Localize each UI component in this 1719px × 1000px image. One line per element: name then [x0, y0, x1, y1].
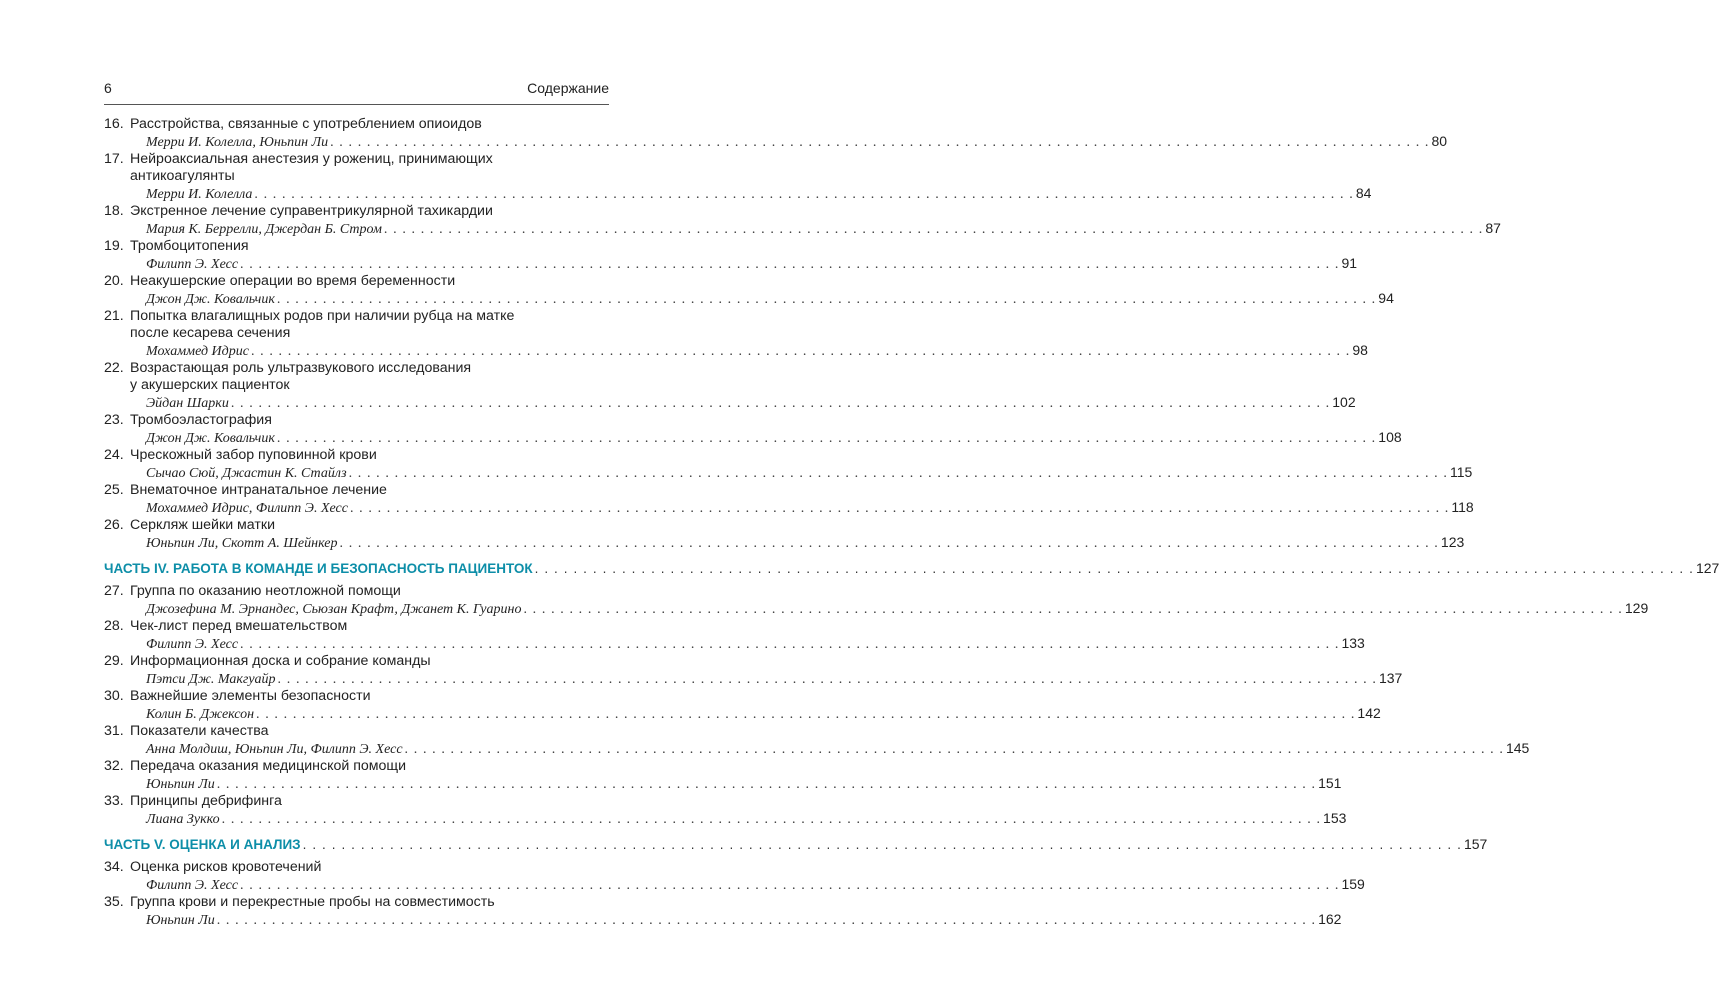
entry-author-row [104, 342, 1368, 360]
entry-title-row [104, 688, 609, 705]
entry-title: Внематочное интранатальное лечение [130, 482, 387, 498]
entry-author: Юньпин Ли [146, 913, 215, 928]
entry-title-row [104, 203, 609, 220]
part-v-title: ЧАСТЬ V. ОЦЕНКА И АНАЛИЗ [104, 837, 301, 852]
entries-group-c [104, 859, 1365, 929]
entry-author: Мохаммед Идрис [146, 344, 249, 359]
dot-leader: . . . . . . . . . . . . . . . . . . . . . . . . . . . . . . . . . . . . . . . . . . . . . . . . . . . . . . . . . . . . . . . . . . . . . . . . . . . . . . . . . . . . . . . . . . . . . . . . . . . . . . . . . . . . . . . . . . . . . . . . [534, 561, 1694, 576]
entry-title: Группа крови и перекрестные пробы на совместимость [130, 894, 495, 910]
entry-number: 17. [104, 151, 124, 167]
toc-entry[interactable] [104, 793, 1347, 828]
entry-title-row [104, 653, 609, 670]
entry-number: 25. [104, 482, 124, 498]
dot-leader: . . . . . . . . . . . . . . . . . . . . . . . . . . . . . . . . . . . . . . . . . . . . . . . . . . . . . . . . . . . . . . . . . . . . . . . . . . . . . . . . . . . . . . . . . . . . . . . . . . . . . . . . . . . . . . . . . . . . . . . . [256, 707, 1356, 722]
entry-number: 22. [104, 360, 124, 376]
toc-entry[interactable] [104, 203, 1501, 238]
toc-entry[interactable] [104, 238, 1358, 273]
entry-number: 27. [104, 583, 124, 599]
dot-leader: . . . . . . . . . . . . . . . . . . . . . . . . . . . . . . . . . . . . . . . . . . . . . . . . . . . . . . . . . . . . . . . . . . . . . . . . . . . . . . . . . . . . . . . . . . . . . . . . . . . . . . . . . . . . . . . . . . . . . . . . [221, 812, 1322, 827]
toc-entry[interactable] [104, 151, 1372, 203]
entry-number: 23. [104, 412, 124, 428]
dot-leader: . . . . . . . . . . . . . . . . . . . . . . . . . . . . . . . . . . . . . . . . . . . . . . . . . . . . . . . . . . . . . . . . . . . . . . . . . . . . . . . . . . . . . . . . . . . . . . . . . . . . . . . . . . . . . . . . . . . . . . . . [240, 257, 1340, 272]
entry-title: Возрастающая роль ультразвукового исследования [130, 360, 472, 376]
entry-title-row [104, 325, 609, 342]
entry-page-number: 133 [1341, 635, 1365, 651]
header-divider [104, 104, 609, 105]
entry-author: Анна Молдиш, Юньпин Ли, Филипп Э. Хесс [146, 742, 403, 757]
entries-group-b [104, 583, 1649, 828]
toc-entry[interactable] [104, 583, 1649, 618]
dot-leader: . . . . . . . . . . . . . . . . . . . . . . . . . . . . . . . . . . . . . . . . . . . . . . . . . . . . . . . . . . . . . . . . . . . . . . . . . . . . . . . . . . . . . . . . . . . . . . . . . . . . . . . . . . . . . . . . . . . . . . . . [240, 637, 1340, 652]
entry-title: у акушерских пациенток [130, 377, 290, 393]
entry-title: Серкляж шейки матки [130, 517, 276, 533]
part-iv-title: ЧАСТЬ IV. РАБОТА В КОМАНДЕ И БЕЗОПАСНОСТЬ ПАЦИЕНТОК [104, 561, 533, 576]
toc-entry[interactable] [104, 653, 1403, 688]
entry-title: Важнейшие элементы безопасности [130, 688, 371, 704]
dot-leader: . . . . . . . . . . . . . . . . . . . . . . . . . . . . . . . . . . . . . . . . . . . . . . . . . . . . . . . . . . . . . . . . . . . . . . . . . . . . . . . . . . . . . . . . . . . . . . . . . . . . . . . . . . . . . . . . . . . . . . . . [339, 536, 1439, 551]
entry-number: 16. [104, 116, 124, 132]
entry-page-number: 162 [1318, 911, 1342, 927]
entry-page-number: 145 [1505, 740, 1530, 756]
toc-entry[interactable] [104, 894, 1342, 929]
entry-title-row [104, 482, 609, 499]
entry-page-number: 98 [1352, 342, 1368, 358]
entry-author: Филипп Э. Хесс [146, 878, 239, 893]
page-number: 6 [104, 80, 112, 96]
entry-author: Эйдан Шарки [146, 396, 229, 411]
toc-entry[interactable] [104, 447, 1473, 482]
dot-leader: . . . . . . . . . . . . . . . . . . . . . . . . . . . . . . . . . . . . . . . . . . . . . . . . . . . . . . . . . . . . . . . . . . . . . . . . . . . . . . . . . . . . . . . . . . . . . . . . . . . . . . . . . . . . . . . . . . . . . . . . [250, 344, 1351, 359]
entry-number: 35. [104, 894, 124, 910]
entry-author-row [104, 911, 1342, 929]
entry-title-row [104, 447, 609, 464]
entry-number: 29. [104, 653, 124, 669]
entry-title: Показатели качества [130, 723, 269, 739]
entry-title: Расстройства, связанные с употреблением опиоидов [130, 116, 482, 132]
toc-entry[interactable] [104, 308, 1368, 360]
entry-page-number: 115 [1449, 464, 1473, 480]
entry-title: Попытка влагалищных родов при наличии рубца на матке [130, 308, 515, 324]
entry-author-row [104, 464, 1473, 482]
dot-leader: . . . . . . . . . . . . . . . . . . . . . . . . . . . . . . . . . . . . . . . . . . . . . . . . . . . . . . . . . . . . . . . . . . . . . . . . . . . . . . . . . . . . . . . . . . . . . . . . . . . . . . . . . . . . . . . . . . . . . . . . [383, 222, 1484, 237]
dot-leader: . . . . . . . . . . . . . . . . . . . . . . . . . . . . . . . . . . . . . . . . . . . . . . . . . . . . . . . . . . . . . . . . . . . . . . . . . . . . . . . . . . . . . . . . . . . . . . . . . . . . . . . . . . . . . . . . . . . . . . . . [240, 878, 1340, 893]
entry-page-number: 123 [1440, 534, 1465, 550]
toc-entry[interactable] [104, 360, 1356, 412]
dot-leader: . . . . . . . . . . . . . . . . . . . . . . . . . . . . . . . . . . . . . . . . . . . . . . . . . . . . . . . . . . . . . . . . . . . . . . . . . . . . . . . . . . . . . . . . . . . . . . . . . . . . . . . . . . . . . . . . . . . . . . . . [276, 431, 1377, 446]
entry-title-row [104, 360, 609, 377]
entry-number: 26. [104, 517, 124, 533]
entry-author: Юньпин Ли [146, 777, 215, 792]
entry-number: 31. [104, 723, 124, 739]
entry-author: Юньпин Ли, Скотт А. Шейнкер [146, 536, 338, 551]
entry-author: Мерри И. Колелла, Юньпин Ли [146, 135, 329, 150]
entry-title-row [104, 308, 609, 325]
entry-page-number: 153 [1323, 810, 1347, 826]
entry-number: 28. [104, 618, 124, 634]
entry-title: Информационная доска и собрание команды [130, 653, 431, 669]
entry-number: 33. [104, 793, 124, 809]
entry-author-row [104, 220, 1501, 238]
entry-title: Нейроаксиальная анестезия у рожениц, принимающих [130, 151, 493, 167]
entry-page-number: 137 [1378, 670, 1403, 686]
entry-title-row [104, 377, 609, 394]
entry-author: Мохаммед Идрис, Филипп Э. Хесс [146, 501, 348, 516]
entry-author: Мерри И. Колелла [146, 187, 253, 202]
entry-author-row [104, 255, 1358, 273]
dot-leader: . . . . . . . . . . . . . . . . . . . . . . . . . . . . . . . . . . . . . . . . . . . . . . . . . . . . . . . . . . . . . . . . . . . . . . . . . . . . . . . . . . . . . . . . . . . . . . . . . . . . . . . . . . . . . . . . . . . . . . . . [277, 672, 1377, 687]
toc-entry[interactable] [104, 688, 1381, 723]
running-title: Содержание [527, 80, 609, 96]
entry-title: Тромбоцитопения [130, 238, 249, 254]
entry-title-row [104, 859, 609, 876]
entry-number: 21. [104, 308, 124, 324]
entry-author: Филипп Э. Хесс [146, 637, 239, 652]
entry-number: 30. [104, 688, 124, 704]
toc-entry[interactable] [104, 758, 1342, 793]
entry-title: Группа по оказанию неотложной помощи [130, 583, 401, 599]
toc-entry[interactable] [104, 517, 1465, 552]
entry-title-row [104, 894, 609, 911]
entry-author-row [104, 635, 1365, 653]
entry-page-number: 94 [1378, 290, 1394, 306]
entry-number: 32. [104, 758, 124, 774]
entry-title-row [104, 618, 609, 635]
toc-entry[interactable] [104, 618, 1365, 653]
part-v-heading[interactable] [104, 836, 1488, 853]
entry-author-row [104, 600, 1649, 618]
entry-title-row [104, 517, 609, 534]
page-header [104, 80, 609, 96]
entry-page-number: 151 [1318, 775, 1342, 791]
part-v-page: 157 [1463, 836, 1488, 852]
entry-author-row [104, 775, 1342, 793]
entry-title-row [104, 273, 609, 290]
entry-author-row [104, 499, 1474, 517]
entry-page-number: 129 [1624, 600, 1649, 616]
entry-title-row [104, 151, 609, 168]
entries-group-a [104, 116, 1501, 552]
dot-leader: . . . . . . . . . . . . . . . . . . . . . . . . . . . . . . . . . . . . . . . . . . . . . . . . . . . . . . . . . . . . . . . . . . . . . . . . . . . . . . . . . . . . . . . . . . . . . . . . . . . . . . . . . . . . . . . . . . . . . . . . [276, 292, 1377, 307]
entry-title: Чек-лист перед вмешательством [130, 618, 348, 634]
entry-title: Передача оказания медицинской помощи [130, 758, 407, 774]
entry-author: Пэтси Дж. Макгуайр [146, 672, 276, 687]
entry-page-number: 84 [1355, 185, 1372, 201]
entry-author-row [104, 429, 1402, 447]
dot-leader: . . . . . . . . . . . . . . . . . . . . . . . . . . . . . . . . . . . . . . . . . . . . . . . . . . . . . . . . . . . . . . . . . . . . . . . . . . . . . . . . . . . . . . . . . . . . . . . . . . . . . . . . . . . . . . . . . . . . . . . . [330, 135, 1430, 150]
entry-title-row [104, 116, 609, 133]
entry-author: Мария К. Беррелли, Джердан Б. Стром [146, 222, 382, 237]
entry-author-row [104, 810, 1347, 828]
entry-title: Принципы дебрифинга [130, 793, 282, 809]
entry-page-number: 142 [1357, 705, 1381, 721]
entry-title: Чрескожный забор пуповинной крови [130, 447, 377, 463]
entry-author: Джозефина М. Эрнандес, Сьюзан Крафт, Джанет К. Гуарино [146, 602, 522, 617]
entry-author: Джон Дж. Ковальчик [146, 292, 275, 307]
entry-title: Неакушерские операции во время беременности [130, 273, 456, 289]
dot-leader: . . . . . . . . . . . . . . . . . . . . . . . . . . . . . . . . . . . . . . . . . . . . . . . . . . . . . . . . . . . . . . . . . . . . . . . . . . . . . . . . . . . . . . . . . . . . . . . . . . . . . . . . . . . . . . . . . . . . . . . . [404, 742, 1504, 757]
entry-author-row [104, 394, 1356, 412]
entry-title: антикоагулянты [130, 168, 235, 184]
entry-author-row [104, 534, 1465, 552]
entry-page-number: 102 [1332, 394, 1356, 410]
toc-entry[interactable] [104, 482, 1474, 517]
toc-entry[interactable] [104, 723, 1530, 758]
entry-page-number: 159 [1341, 876, 1365, 892]
entry-author-row [104, 670, 1403, 688]
entry-author: Джон Дж. Ковальчик [146, 431, 275, 446]
entry-author-row [104, 290, 1394, 308]
toc-entry[interactable] [104, 412, 1402, 447]
entry-title-row [104, 412, 609, 429]
entry-page-number: 87 [1485, 220, 1501, 236]
entry-page-number: 91 [1341, 255, 1358, 271]
entry-author-row [104, 133, 1448, 151]
dot-leader: . . . . . . . . . . . . . . . . . . . . . . . . . . . . . . . . . . . . . . . . . . . . . . . . . . . . . . . . . . . . . . . . . . . . . . . . . . . . . . . . . . . . . . . . . . . . . . . . . . . . . . . . . . . . . . . . . . . . . . . . [230, 396, 1331, 411]
table-of-contents [104, 116, 1719, 929]
entry-title-row [104, 583, 609, 600]
part-iv-heading[interactable] [104, 560, 1719, 577]
entry-number: 20. [104, 273, 124, 289]
entry-number: 19. [104, 238, 124, 254]
entry-author: Колин Б. Джексон [146, 707, 255, 722]
entry-title-row [104, 758, 609, 775]
entry-title-row [104, 793, 609, 810]
toc-entry[interactable] [104, 273, 1394, 308]
dot-leader: . . . . . . . . . . . . . . . . . . . . . . . . . . . . . . . . . . . . . . . . . . . . . . . . . . . . . . . . . . . . . . . . . . . . . . . . . . . . . . . . . . . . . . . . . . . . . . . . . . . . . . . . . . . . . . . . . . . . . . . . [348, 466, 1448, 481]
entry-number: 18. [104, 203, 124, 219]
entry-author-row [104, 185, 1372, 203]
toc-entry[interactable] [104, 859, 1365, 894]
part-iv-page: 127 [1695, 560, 1719, 576]
dot-leader: . . . . . . . . . . . . . . . . . . . . . . . . . . . . . . . . . . . . . . . . . . . . . . . . . . . . . . . . . . . . . . . . . . . . . . . . . . . . . . . . . . . . . . . . . . . . . . . . . . . . . . . . . . . . . . . . . . . . . . . . [302, 837, 1462, 852]
entry-author-row [104, 705, 1381, 723]
dot-leader: . . . . . . . . . . . . . . . . . . . . . . . . . . . . . . . . . . . . . . . . . . . . . . . . . . . . . . . . . . . . . . . . . . . . . . . . . . . . . . . . . . . . . . . . . . . . . . . . . . . . . . . . . . . . . . . . . . . . . . . . [254, 187, 1354, 202]
entry-page-number: 80 [1431, 133, 1448, 149]
dot-leader: . . . . . . . . . . . . . . . . . . . . . . . . . . . . . . . . . . . . . . . . . . . . . . . . . . . . . . . . . . . . . . . . . . . . . . . . . . . . . . . . . . . . . . . . . . . . . . . . . . . . . . . . . . . . . . . . . . . . . . . . [349, 501, 1450, 516]
dot-leader: . . . . . . . . . . . . . . . . . . . . . . . . . . . . . . . . . . . . . . . . . . . . . . . . . . . . . . . . . . . . . . . . . . . . . . . . . . . . . . . . . . . . . . . . . . . . . . . . . . . . . . . . . . . . . . . . . . . . . . . . [523, 602, 1623, 617]
dot-leader: . . . . . . . . . . . . . . . . . . . . . . . . . . . . . . . . . . . . . . . . . . . . . . . . . . . . . . . . . . . . . . . . . . . . . . . . . . . . . . . . . . . . . . . . . . . . . . . . . . . . . . . . . . . . . . . . . . . . . . . . [216, 913, 1317, 928]
entry-page-number: 108 [1378, 429, 1402, 445]
entry-title: после кесарева сечения [130, 325, 291, 341]
entry-title: Тромбоэластография [130, 412, 272, 428]
entry-author: Сычао Сюй, Джастин К. Стайлз [146, 466, 347, 481]
entry-author-row [104, 876, 1365, 894]
entry-author: Филипп Э. Хесс [146, 257, 239, 272]
entry-author-row [104, 740, 1530, 758]
entry-page-number: 118 [1451, 499, 1474, 515]
entry-title-row [104, 723, 609, 740]
entry-number: 34. [104, 859, 124, 875]
entry-title: Экстренное лечение суправентрикулярной тахикардии [130, 203, 493, 219]
entry-author: Лиана Зукко [146, 812, 220, 827]
toc-entry[interactable] [104, 116, 1448, 151]
dot-leader: . . . . . . . . . . . . . . . . . . . . . . . . . . . . . . . . . . . . . . . . . . . . . . . . . . . . . . . . . . . . . . . . . . . . . . . . . . . . . . . . . . . . . . . . . . . . . . . . . . . . . . . . . . . . . . . . . . . . . . . . [216, 777, 1317, 792]
entry-title-row [104, 168, 609, 185]
entry-number: 24. [104, 447, 124, 463]
entry-title: Оценка рисков кровотечений [130, 859, 322, 875]
entry-title-row [104, 238, 609, 255]
